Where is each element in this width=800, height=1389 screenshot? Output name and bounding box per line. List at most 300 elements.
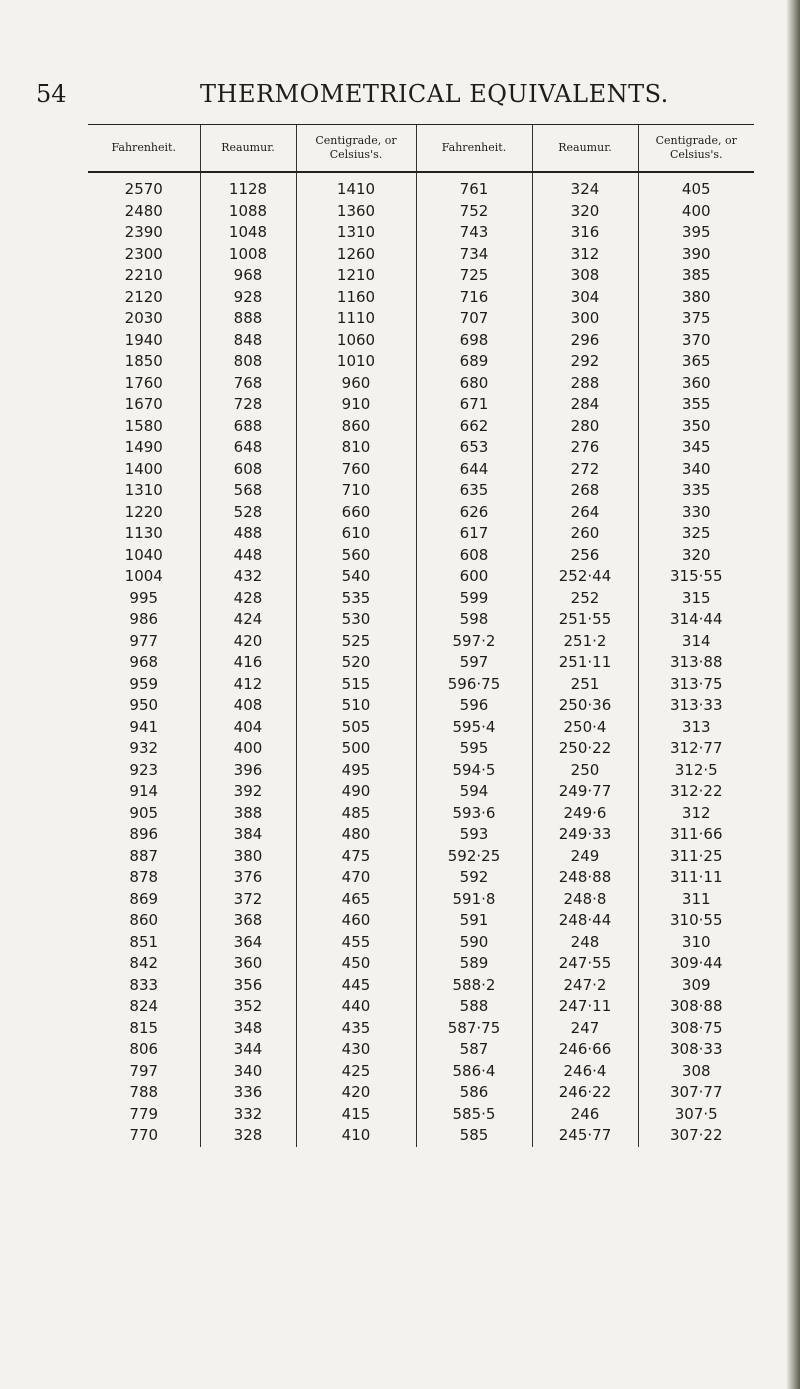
equivalents-table (88, 124, 754, 1147)
table-cell: 335 (638, 480, 754, 502)
table-cell: 1128 (200, 172, 296, 201)
table-cell: 288 (532, 373, 638, 395)
table-cell: 1048 (200, 222, 296, 244)
table-cell: 1850 (124, 352, 163, 371)
table-cell: 1360 (296, 201, 416, 223)
table-cell: 250·4 (532, 717, 638, 739)
column-header: Fahrenheit. (416, 125, 532, 173)
table-cell: 345 (638, 437, 754, 459)
table-cell: 688 (200, 416, 296, 438)
table-cell: 364 (200, 932, 296, 954)
table-cell: 320 (638, 545, 754, 567)
table-cell: 350 (638, 416, 754, 438)
table-cell: 312 (638, 803, 754, 825)
table-cell: 310·55 (638, 910, 754, 932)
table-cell: 591·8 (416, 889, 532, 911)
table-cell: 396 (200, 760, 296, 782)
table-cell: 308·88 (638, 996, 754, 1018)
table-cell: 312·5 (638, 760, 754, 782)
table-row (88, 1104, 754, 1126)
table-cell: 1940 (124, 330, 163, 349)
table-cell: 1110 (296, 308, 416, 330)
table-cell: 415 (296, 1104, 416, 1126)
table-cell: 251·11 (532, 652, 638, 674)
table-cell: 595·4 (416, 717, 532, 739)
table-cell: 810 (296, 437, 416, 459)
table-cell: 600 (416, 566, 532, 588)
table-cell: 528 (200, 502, 296, 524)
table-cell: 308 (532, 265, 638, 287)
page-edge-shadow (786, 0, 800, 1389)
table-cell: 588 (416, 996, 532, 1018)
table-row (88, 222, 754, 244)
table-cell: 330 (638, 502, 754, 524)
table-cell: 950 (129, 696, 159, 715)
table-cell: 587·75 (416, 1018, 532, 1040)
table-row (88, 867, 754, 889)
table-cell: 2390 (124, 223, 163, 242)
table-cell: 420 (296, 1082, 416, 1104)
table-cell: 372 (200, 889, 296, 911)
table-cell: 520 (296, 652, 416, 674)
table-cell: 251·2 (532, 631, 638, 653)
table-cell: 768 (200, 373, 296, 395)
table-cell: 249·77 (532, 781, 638, 803)
table-cell: 246 (532, 1104, 638, 1126)
table-row (88, 394, 754, 416)
table-cell: 560 (296, 545, 416, 567)
table-cell: 310 (638, 932, 754, 954)
table-cell: 336 (200, 1082, 296, 1104)
table-row (88, 889, 754, 911)
table-cell: 505 (296, 717, 416, 739)
table-cell: 596 (416, 695, 532, 717)
table-cell: 587 (416, 1039, 532, 1061)
column-header: Fahrenheit. (88, 125, 200, 173)
table-cell: 610 (296, 523, 416, 545)
table-cell: 420 (200, 631, 296, 653)
table-cell: 308·75 (638, 1018, 754, 1040)
table-cell: 245·77 (532, 1125, 638, 1147)
table-cell: 923 (129, 760, 159, 779)
table-cell: 248·88 (532, 867, 638, 889)
table-cell: 368 (200, 910, 296, 932)
table-cell: 770 (129, 1126, 159, 1145)
table-row (88, 459, 754, 481)
table-cell: 445 (296, 975, 416, 997)
table-cell: 380 (638, 287, 754, 309)
table-cell: 424 (200, 609, 296, 631)
table-cell: 960 (296, 373, 416, 395)
table-cell: 348 (200, 1018, 296, 1040)
table-row (88, 373, 754, 395)
table-cell: 2210 (124, 266, 163, 285)
table-cell: 752 (416, 201, 532, 223)
table-cell: 309 (638, 975, 754, 997)
table-cell: 247 (532, 1018, 638, 1040)
table-cell: 251 (532, 674, 638, 696)
table-cell: 959 (129, 674, 159, 693)
table-cell: 470 (296, 867, 416, 889)
table-cell: 594·5 (416, 760, 532, 782)
table-cell: 388 (200, 803, 296, 825)
table-cell: 300 (532, 308, 638, 330)
table-header (88, 125, 754, 173)
table-cell: 268 (532, 480, 638, 502)
table-cell: 385 (638, 265, 754, 287)
table-cell: 595 (416, 738, 532, 760)
table-cell: 272 (532, 459, 638, 481)
table-cell: 635 (416, 480, 532, 502)
table-cell: 308 (638, 1061, 754, 1083)
table-row (88, 824, 754, 846)
table-cell: 304 (532, 287, 638, 309)
table-cell: 851 (129, 932, 159, 951)
table-cell: 344 (200, 1039, 296, 1061)
table-cell: 412 (200, 674, 296, 696)
table-cell: 480 (296, 824, 416, 846)
table-cell: 309·44 (638, 953, 754, 975)
table-row (88, 1018, 754, 1040)
table-cell: 1410 (296, 172, 416, 201)
table-cell: 292 (532, 351, 638, 373)
table-cell: 315·55 (638, 566, 754, 588)
table-cell: 375 (638, 308, 754, 330)
table-cell: 510 (296, 695, 416, 717)
table-row (88, 416, 754, 438)
table-cell: 495 (296, 760, 416, 782)
table-cell: 311·25 (638, 846, 754, 868)
table-cell: 1130 (124, 524, 163, 543)
table-cell: 671 (416, 394, 532, 416)
table-cell: 760 (296, 459, 416, 481)
table-cell: 307·77 (638, 1082, 754, 1104)
table-cell: 644 (416, 459, 532, 481)
table-cell: 384 (200, 824, 296, 846)
table-cell: 252·44 (532, 566, 638, 588)
table-cell: 360 (200, 953, 296, 975)
table-cell: 698 (416, 330, 532, 352)
table-cell: 928 (200, 287, 296, 309)
table-cell: 246·22 (532, 1082, 638, 1104)
table-cell: 440 (296, 996, 416, 1018)
table-cell: 592 (416, 867, 532, 889)
table-cell: 761 (416, 172, 532, 201)
page-number: 54 (36, 80, 67, 108)
table-cell: 296 (532, 330, 638, 352)
table-cell: 284 (532, 394, 638, 416)
table-row (88, 781, 754, 803)
table-cell: 815 (129, 1018, 159, 1037)
table-cell: 425 (296, 1061, 416, 1083)
table-row (88, 1039, 754, 1061)
table-cell: 515 (296, 674, 416, 696)
table-cell: 316 (532, 222, 638, 244)
table-cell: 860 (296, 416, 416, 438)
table-cell: 1310 (124, 481, 163, 500)
table-cell: 797 (129, 1061, 159, 1080)
table-cell: 465 (296, 889, 416, 911)
table-row (88, 910, 754, 932)
table-cell: 1670 (124, 395, 163, 414)
table-row (88, 1125, 754, 1147)
table-cell: 314·44 (638, 609, 754, 631)
table-row (88, 717, 754, 739)
table-cell: 977 (129, 631, 159, 650)
table-cell: 592·25 (416, 846, 532, 868)
table-cell: 308·33 (638, 1039, 754, 1061)
table-cell: 1210 (296, 265, 416, 287)
table-cell: 968 (129, 653, 159, 672)
table-cell: 260 (532, 523, 638, 545)
table-cell: 525 (296, 631, 416, 653)
table-cell: 1490 (124, 438, 163, 457)
table-cell: 617 (416, 523, 532, 545)
table-cell: 307·22 (638, 1125, 754, 1147)
table-cell: 313·88 (638, 652, 754, 674)
table-cell: 311·11 (638, 867, 754, 889)
table-cell: 594 (416, 781, 532, 803)
table-row (88, 803, 754, 825)
table-cell: 725 (416, 265, 532, 287)
table-cell: 460 (296, 910, 416, 932)
table-cell: 360 (638, 373, 754, 395)
table-cell: 887 (129, 846, 159, 865)
table-row (88, 287, 754, 309)
table-cell: 860 (129, 911, 159, 930)
table-cell: 475 (296, 846, 416, 868)
table-cell: 428 (200, 588, 296, 610)
table-cell: 252 (532, 588, 638, 610)
table-cell: 249 (532, 846, 638, 868)
table-row (88, 330, 754, 352)
table-cell: 2030 (124, 309, 163, 328)
running-head: THERMOMETRICAL EQUIVALENTS. (200, 80, 669, 108)
table-cell: 589 (416, 953, 532, 975)
table-row (88, 523, 754, 545)
table-cell: 311·66 (638, 824, 754, 846)
table-cell: 728 (200, 394, 296, 416)
table-cell: 1160 (296, 287, 416, 309)
table-cell: 328 (200, 1125, 296, 1147)
table-row (88, 265, 754, 287)
table-cell: 264 (532, 502, 638, 524)
table-row (88, 480, 754, 502)
table-cell: 485 (296, 803, 416, 825)
table-cell: 568 (200, 480, 296, 502)
table-cell: 251·55 (532, 609, 638, 631)
table-cell: 312 (532, 244, 638, 266)
table-cell: 400 (638, 201, 754, 223)
table-cell: 734 (416, 244, 532, 266)
table-row (88, 502, 754, 524)
table-cell: 824 (129, 997, 159, 1016)
table-cell: 340 (200, 1061, 296, 1083)
table-cell: 1760 (124, 373, 163, 392)
table-cell: 314 (638, 631, 754, 653)
table-cell: 530 (296, 609, 416, 631)
table-cell: 490 (296, 781, 416, 803)
table-cell: 848 (200, 330, 296, 352)
table-cell: 941 (129, 717, 159, 736)
table-cell: 598 (416, 609, 532, 631)
table-cell: 833 (129, 975, 159, 994)
table-cell: 608 (200, 459, 296, 481)
table-cell: 2300 (124, 244, 163, 263)
table-row (88, 738, 754, 760)
table-cell: 370 (638, 330, 754, 352)
table-cell: 586 (416, 1082, 532, 1104)
table-cell: 585 (416, 1125, 532, 1147)
table-cell: 325 (638, 523, 754, 545)
table-cell: 248·8 (532, 889, 638, 911)
table-cell: 878 (129, 868, 159, 887)
table-cell: 390 (638, 244, 754, 266)
table-cell: 743 (416, 222, 532, 244)
table-cell: 995 (129, 588, 159, 607)
table-cell: 599 (416, 588, 532, 610)
table-cell: 869 (129, 889, 159, 908)
table-cell: 1400 (124, 459, 163, 478)
table-cell: 1260 (296, 244, 416, 266)
table-cell: 312·22 (638, 781, 754, 803)
table-cell: 380 (200, 846, 296, 868)
table-cell: 250·22 (532, 738, 638, 760)
table-cell: 597 (416, 652, 532, 674)
table-cell: 247·11 (532, 996, 638, 1018)
table-cell: 432 (200, 566, 296, 588)
table-cell: 585·5 (416, 1104, 532, 1126)
table-cell: 2570 (124, 180, 163, 199)
table-row (88, 846, 754, 868)
table-cell: 416 (200, 652, 296, 674)
table-row (88, 545, 754, 567)
table-cell: 540 (296, 566, 416, 588)
table-cell: 256 (532, 545, 638, 567)
table-cell: 247·55 (532, 953, 638, 975)
table-cell: 888 (200, 308, 296, 330)
table-cell: 896 (129, 825, 159, 844)
table-cell: 808 (200, 351, 296, 373)
table-cell: 410 (296, 1125, 416, 1147)
table-cell: 1220 (124, 502, 163, 521)
table-cell: 276 (532, 437, 638, 459)
table-cell: 313 (638, 717, 754, 739)
table-cell: 400 (200, 738, 296, 760)
column-header: Centigrade, or Celsius's. (296, 125, 416, 173)
table-cell: 2120 (124, 287, 163, 306)
table-cell: 1060 (296, 330, 416, 352)
table-cell: 313·75 (638, 674, 754, 696)
table-row (88, 201, 754, 223)
table-cell: 689 (416, 351, 532, 373)
table-cell: 315 (638, 588, 754, 610)
table-cell: 1310 (296, 222, 416, 244)
table-cell: 249·6 (532, 803, 638, 825)
table-cell: 405 (638, 172, 754, 201)
table-cell: 535 (296, 588, 416, 610)
table-row (88, 996, 754, 1018)
table-cell: 660 (296, 502, 416, 524)
table-cell: 311 (638, 889, 754, 911)
table-cell: 248 (532, 932, 638, 954)
table-cell: 648 (200, 437, 296, 459)
table-row (88, 609, 754, 631)
table-cell: 352 (200, 996, 296, 1018)
table-cell: 320 (532, 201, 638, 223)
table-cell: 448 (200, 545, 296, 567)
table-cell: 662 (416, 416, 532, 438)
table-cell: 307·5 (638, 1104, 754, 1126)
table-cell: 404 (200, 717, 296, 739)
table-row (88, 652, 754, 674)
table-cell: 246·4 (532, 1061, 638, 1083)
table-cell: 914 (129, 782, 159, 801)
table-cell: 356 (200, 975, 296, 997)
table-row (88, 695, 754, 717)
table-cell: 500 (296, 738, 416, 760)
table-cell: 312·77 (638, 738, 754, 760)
table-cell: 986 (129, 610, 159, 629)
table-cell: 806 (129, 1040, 159, 1059)
table-cell: 596·75 (416, 674, 532, 696)
table-cell: 680 (416, 373, 532, 395)
table-cell: 408 (200, 695, 296, 717)
table-cell: 376 (200, 867, 296, 889)
table-row (88, 631, 754, 653)
table-cell: 905 (129, 803, 159, 822)
table-row (88, 172, 754, 201)
table-row (88, 308, 754, 330)
table-row (88, 437, 754, 459)
table-cell: 842 (129, 954, 159, 973)
table-cell: 1580 (124, 416, 163, 435)
table-row (88, 932, 754, 954)
table-cell: 707 (416, 308, 532, 330)
table-cell: 365 (638, 351, 754, 373)
table-cell: 395 (638, 222, 754, 244)
table-cell: 455 (296, 932, 416, 954)
table-cell: 248·44 (532, 910, 638, 932)
table-cell: 593·6 (416, 803, 532, 825)
column-header: Reaumur. (200, 125, 296, 173)
table-row (88, 953, 754, 975)
table-cell: 586·4 (416, 1061, 532, 1083)
table-cell: 788 (129, 1083, 159, 1102)
table-cell: 593 (416, 824, 532, 846)
table-cell: 246·66 (532, 1039, 638, 1061)
table-cell: 250 (532, 760, 638, 782)
table-cell: 340 (638, 459, 754, 481)
table-cell: 1010 (296, 351, 416, 373)
table-cell: 1088 (200, 201, 296, 223)
table-row (88, 244, 754, 266)
table-cell: 250·36 (532, 695, 638, 717)
table-cell: 324 (532, 172, 638, 201)
table-cell: 488 (200, 523, 296, 545)
table-row (88, 588, 754, 610)
table-cell: 597·2 (416, 631, 532, 653)
table-cell: 608 (416, 545, 532, 567)
table-row (88, 760, 754, 782)
table-cell: 1040 (124, 545, 163, 564)
table-row (88, 1082, 754, 1104)
table-cell: 247·2 (532, 975, 638, 997)
table-row (88, 1061, 754, 1083)
column-header: Reaumur. (532, 125, 638, 173)
table-cell: 280 (532, 416, 638, 438)
table-cell: 910 (296, 394, 416, 416)
